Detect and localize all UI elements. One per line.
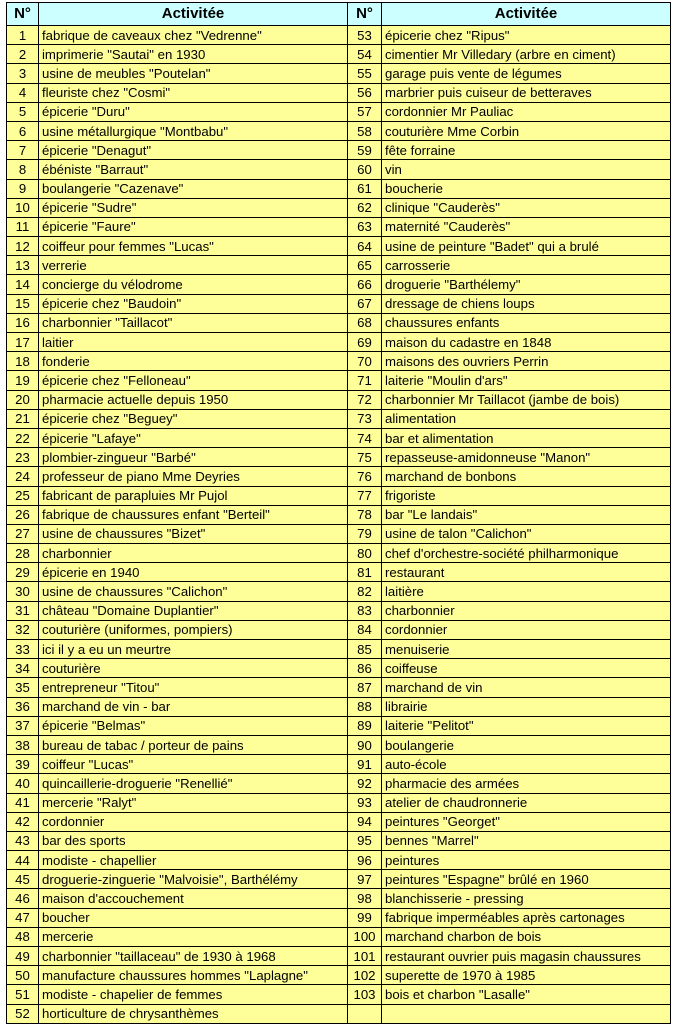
row-number-left[interactable]: 45 — [7, 870, 39, 889]
table-row — [7, 601, 671, 620]
row-number-right[interactable]: 61 — [348, 179, 382, 198]
table-row — [7, 927, 671, 946]
header-activity-right: Activitée — [382, 3, 671, 26]
table-row — [7, 26, 671, 45]
row-activity-right[interactable]: marbrier puis cuiseur de betteraves — [382, 83, 671, 102]
table-row — [7, 198, 671, 217]
row-activity-right[interactable]: bennes "Marrel" — [382, 831, 671, 850]
row-activity-right[interactable]: chef d'orchestre-société philharmonique — [382, 544, 671, 563]
row-number-right[interactable]: 83 — [348, 601, 382, 620]
table-row — [7, 294, 671, 313]
row-number-left[interactable]: 37 — [7, 716, 39, 735]
row-number-left[interactable]: 10 — [7, 198, 39, 217]
row-number-right[interactable]: 75 — [348, 448, 382, 467]
row-number-right[interactable]: 87 — [348, 678, 382, 697]
row-number-left[interactable]: 11 — [7, 217, 39, 236]
table-row — [7, 889, 671, 908]
row-activity-left[interactable]: épicerie "Denagut" — [39, 141, 348, 160]
row-number-right[interactable]: 80 — [348, 544, 382, 563]
row-number-left[interactable]: 7 — [7, 141, 39, 160]
row-activity-left[interactable]: couturière — [39, 659, 348, 678]
header-row — [7, 3, 671, 26]
row-activity-left[interactable]: usine de chaussures "Calichon" — [39, 582, 348, 601]
table-row — [7, 371, 671, 390]
table-row — [7, 582, 671, 601]
row-activity-right[interactable]: librairie — [382, 697, 671, 716]
row-number-left[interactable]: 3 — [7, 64, 39, 83]
row-number-left[interactable]: 40 — [7, 774, 39, 793]
row-activity-left[interactable]: pharmacie actuelle depuis 1950 — [39, 390, 348, 409]
row-number-left[interactable]: 29 — [7, 563, 39, 582]
table-row — [7, 83, 671, 102]
row-number-left[interactable]: 16 — [7, 313, 39, 332]
row-activity-left[interactable]: droguerie-zinguerie "Malvoisie", Barthélémy — [39, 870, 348, 889]
row-activity-right[interactable]: chaussures enfants — [382, 313, 671, 332]
row-number-right[interactable]: 71 — [348, 371, 382, 390]
row-number-right[interactable]: 85 — [348, 640, 382, 659]
table-row — [7, 428, 671, 447]
row-activity-left[interactable]: boulangerie "Cazenave" — [39, 179, 348, 198]
row-number-right[interactable]: 97 — [348, 870, 382, 889]
row-activity-left[interactable]: épicerie chez "Baudoin" — [39, 294, 348, 313]
row-number-left[interactable]: 35 — [7, 678, 39, 697]
row-activity-left[interactable]: boucher — [39, 908, 348, 927]
row-activity-left[interactable]: professeur de piano Mme Deyries — [39, 467, 348, 486]
row-activity-left[interactable]: fabrique de caveaux chez "Vedrenne" — [39, 26, 348, 45]
table-row — [7, 121, 671, 140]
row-activity-left[interactable]: cordonnier — [39, 812, 348, 831]
row-activity-left[interactable]: coiffeur "Lucas" — [39, 755, 348, 774]
row-activity-right[interactable]: bois et charbon "Lasalle" — [382, 985, 671, 1004]
table-body — [7, 26, 671, 1024]
row-number-left[interactable]: 5 — [7, 102, 39, 121]
table-row — [7, 141, 671, 160]
row-activity-left[interactable]: marchand de vin - bar — [39, 697, 348, 716]
row-activity-left[interactable]: couturière (uniformes, pompiers) — [39, 620, 348, 639]
row-number-left[interactable]: 21 — [7, 409, 39, 428]
row-activity-right[interactable]: cordonnier Mr Pauliac — [382, 102, 671, 121]
row-number-left[interactable]: 18 — [7, 352, 39, 371]
row-number-right[interactable]: 76 — [348, 467, 382, 486]
row-activity-left[interactable]: ébéniste "Barraut" — [39, 160, 348, 179]
row-activity-left[interactable]: épicerie en 1940 — [39, 563, 348, 582]
row-number-left[interactable]: 23 — [7, 448, 39, 467]
row-activity-right[interactable]: droguerie "Barthélemy" — [382, 275, 671, 294]
row-activity-right[interactable]: bar et alimentation — [382, 428, 671, 447]
row-activity-right[interactable]: usine de talon "Calichon" — [382, 524, 671, 543]
row-number-right[interactable]: 62 — [348, 198, 382, 217]
table-row — [7, 870, 671, 889]
row-activity-right[interactable]: laitière — [382, 582, 671, 601]
table-row — [7, 409, 671, 428]
table-row — [7, 102, 671, 121]
row-activity-left[interactable]: fabrique de chaussures enfant "Berteil" — [39, 505, 348, 524]
row-number-right[interactable]: 57 — [348, 102, 382, 121]
row-activity-right[interactable]: restaurant — [382, 563, 671, 582]
row-number-right[interactable]: 100 — [348, 927, 382, 946]
row-number-left[interactable]: 13 — [7, 256, 39, 275]
row-activity-left[interactable]: horticulture de chrysanthèmes — [39, 1004, 348, 1023]
row-number-left[interactable]: 47 — [7, 908, 39, 927]
row-activity-right[interactable] — [382, 1004, 671, 1023]
row-number-left[interactable]: 8 — [7, 160, 39, 179]
row-number-right[interactable]: 103 — [348, 985, 382, 1004]
row-activity-right[interactable]: fabrique imperméables après cartonages — [382, 908, 671, 927]
row-number-right[interactable]: 84 — [348, 620, 382, 639]
table-row — [7, 313, 671, 332]
row-activity-right[interactable]: superette de 1970 à 1985 — [382, 966, 671, 985]
row-activity-left[interactable]: fleuriste chez "Cosmi" — [39, 83, 348, 102]
row-number-left[interactable]: 31 — [7, 601, 39, 620]
row-activity-left[interactable]: mercerie — [39, 927, 348, 946]
table-row — [7, 160, 671, 179]
row-number-left[interactable]: 32 — [7, 620, 39, 639]
row-activity-right[interactable]: garage puis vente de légumes — [382, 64, 671, 83]
row-number-left[interactable]: 38 — [7, 735, 39, 754]
row-number-left[interactable]: 15 — [7, 294, 39, 313]
row-activity-right[interactable]: atelier de chaudronnerie — [382, 793, 671, 812]
row-activity-left[interactable]: épicerie "Belmas" — [39, 716, 348, 735]
row-activity-left[interactable]: charbonnier — [39, 544, 348, 563]
row-activity-left[interactable]: verrerie — [39, 256, 348, 275]
row-activity-left[interactable]: bureau de tabac / porteur de pains — [39, 735, 348, 754]
row-activity-right[interactable]: vin — [382, 160, 671, 179]
row-activity-right[interactable]: repasseuse-amidonneuse "Manon" — [382, 448, 671, 467]
table-row — [7, 524, 671, 543]
row-number-left[interactable]: 42 — [7, 812, 39, 831]
row-activity-right[interactable]: laiterie "Pelitot" — [382, 716, 671, 735]
row-activity-right[interactable]: dressage de chiens loups — [382, 294, 671, 313]
row-number-right[interactable]: 93 — [348, 793, 382, 812]
row-number-left[interactable]: 12 — [7, 237, 39, 256]
table-row — [7, 64, 671, 83]
row-number-left[interactable]: 9 — [7, 179, 39, 198]
table-row — [7, 831, 671, 850]
table-row — [7, 793, 671, 812]
row-number-left[interactable]: 52 — [7, 1004, 39, 1023]
row-activity-left[interactable]: entrepreneur "Titou" — [39, 678, 348, 697]
table-row — [7, 640, 671, 659]
table-row — [7, 352, 671, 371]
row-activity-right[interactable]: alimentation — [382, 409, 671, 428]
row-activity-right[interactable]: charbonnier — [382, 601, 671, 620]
row-number-right[interactable]: 96 — [348, 851, 382, 870]
table-row — [7, 45, 671, 64]
row-activity-right[interactable]: carrosserie — [382, 256, 671, 275]
row-number-left[interactable]: 43 — [7, 831, 39, 850]
row-number-left[interactable]: 51 — [7, 985, 39, 1004]
row-activity-right[interactable]: marchand charbon de bois — [382, 927, 671, 946]
table-row — [7, 390, 671, 409]
row-activity-right[interactable]: blanchisserie - pressing — [382, 889, 671, 908]
table-row — [7, 275, 671, 294]
row-number-right[interactable]: 53 — [348, 26, 382, 45]
table-row — [7, 659, 671, 678]
row-activity-left[interactable]: usine de chaussures "Bizet" — [39, 524, 348, 543]
table-row — [7, 774, 671, 793]
row-number-left[interactable]: 49 — [7, 947, 39, 966]
row-number-right[interactable]: 72 — [348, 390, 382, 409]
row-number-right[interactable]: 63 — [348, 217, 382, 236]
row-activity-left[interactable]: bar des sports — [39, 831, 348, 850]
table-row — [7, 237, 671, 256]
table-row — [7, 505, 671, 524]
row-activity-left[interactable]: concierge du vélodrome — [39, 275, 348, 294]
row-activity-right[interactable]: clinique "Cauderès" — [382, 198, 671, 217]
row-number-left[interactable]: 30 — [7, 582, 39, 601]
row-activity-right[interactable]: pharmacie des armées — [382, 774, 671, 793]
row-activity-right[interactable]: boucherie — [382, 179, 671, 198]
header-activity-left: Activitée — [39, 3, 348, 26]
row-number-right[interactable]: 70 — [348, 352, 382, 371]
row-activity-left[interactable]: château "Domaine Duplantier" — [39, 601, 348, 620]
table-row — [7, 256, 671, 275]
row-number-left[interactable]: 1 — [7, 26, 39, 45]
row-number-left[interactable]: 28 — [7, 544, 39, 563]
row-number-right[interactable]: 69 — [348, 333, 382, 352]
row-activity-right[interactable]: maisons des ouvriers Perrin — [382, 352, 671, 371]
row-activity-left[interactable]: laitier — [39, 333, 348, 352]
row-activity-right[interactable]: laiterie "Moulin d'ars" — [382, 371, 671, 390]
row-number-right[interactable]: 102 — [348, 966, 382, 985]
row-number-left[interactable]: 33 — [7, 640, 39, 659]
row-activity-right[interactable]: marchand de bonbons — [382, 467, 671, 486]
table-row — [7, 563, 671, 582]
table-row — [7, 735, 671, 754]
row-number-left[interactable]: 24 — [7, 467, 39, 486]
row-number-left[interactable]: 50 — [7, 966, 39, 985]
row-activity-left[interactable]: manufacture chaussures hommes "Laplagne" — [39, 966, 348, 985]
row-number-left[interactable]: 4 — [7, 83, 39, 102]
row-activity-left[interactable]: épicerie "Duru" — [39, 102, 348, 121]
row-number-right[interactable]: 74 — [348, 428, 382, 447]
row-number-right[interactable]: 91 — [348, 755, 382, 774]
row-activity-right[interactable]: fête forraine — [382, 141, 671, 160]
row-activity-right[interactable]: boulangerie — [382, 735, 671, 754]
header-num-right: N° — [348, 3, 382, 26]
row-number-right[interactable]: 77 — [348, 486, 382, 505]
row-activity-left[interactable]: fabricant de parapluies Mr Pujol — [39, 486, 348, 505]
table-row — [7, 544, 671, 563]
row-activity-right[interactable]: peintures — [382, 851, 671, 870]
row-activity-right[interactable]: auto-école — [382, 755, 671, 774]
row-activity-left[interactable]: maison d'accouchement — [39, 889, 348, 908]
row-number-right[interactable]: 82 — [348, 582, 382, 601]
row-number-right[interactable]: 78 — [348, 505, 382, 524]
table-row — [7, 486, 671, 505]
row-activity-right[interactable]: peintures "Espagne" brûlé en 1960 — [382, 870, 671, 889]
table-row — [7, 908, 671, 927]
row-activity-left[interactable]: charbonnier "Taillacot" — [39, 313, 348, 332]
row-number-left[interactable]: 20 — [7, 390, 39, 409]
table-row — [7, 716, 671, 735]
row-number-left[interactable]: 17 — [7, 333, 39, 352]
table-row — [7, 448, 671, 467]
row-number-right[interactable]: 68 — [348, 313, 382, 332]
row-activity-right[interactable]: bar "Le landais" — [382, 505, 671, 524]
row-number-left[interactable]: 2 — [7, 45, 39, 64]
row-number-left[interactable]: 27 — [7, 524, 39, 543]
row-number-right[interactable]: 95 — [348, 831, 382, 850]
row-number-right[interactable]: 98 — [348, 889, 382, 908]
row-number-left[interactable]: 46 — [7, 889, 39, 908]
row-number-left[interactable]: 25 — [7, 486, 39, 505]
row-number-right[interactable]: 92 — [348, 774, 382, 793]
row-number-right[interactable] — [348, 1004, 382, 1023]
row-activity-right[interactable]: charbonnier Mr Taillacot (jambe de bois) — [382, 390, 671, 409]
row-activity-left[interactable]: usine de meubles "Poutelan" — [39, 64, 348, 83]
row-number-right[interactable]: 67 — [348, 294, 382, 313]
table-row — [7, 1004, 671, 1023]
row-number-left[interactable]: 6 — [7, 121, 39, 140]
row-activity-left[interactable]: fonderie — [39, 352, 348, 371]
row-activity-left[interactable]: modiste - chapellier — [39, 851, 348, 870]
row-number-right[interactable]: 86 — [348, 659, 382, 678]
row-number-left[interactable]: 39 — [7, 755, 39, 774]
row-activity-left[interactable]: épicerie "Lafaye" — [39, 428, 348, 447]
table-row — [7, 947, 671, 966]
row-number-right[interactable]: 79 — [348, 524, 382, 543]
activities-table — [6, 2, 671, 1024]
row-number-left[interactable]: 14 — [7, 275, 39, 294]
row-number-right[interactable]: 59 — [348, 141, 382, 160]
row-number-left[interactable]: 34 — [7, 659, 39, 678]
row-activity-right[interactable]: menuiserie — [382, 640, 671, 659]
row-activity-left[interactable]: ici il y a eu un meurtre — [39, 640, 348, 659]
table-row — [7, 697, 671, 716]
header-num-left: N° — [7, 3, 39, 26]
row-activity-left[interactable]: modiste - chapelier de femmes — [39, 985, 348, 1004]
row-number-right[interactable]: 54 — [348, 45, 382, 64]
row-activity-right[interactable]: maison du cadastre en 1848 — [382, 333, 671, 352]
row-activity-left[interactable]: plombier-zingueur "Barbé" — [39, 448, 348, 467]
table-row — [7, 333, 671, 352]
table-row — [7, 620, 671, 639]
row-activity-left[interactable]: épicerie chez "Beguey" — [39, 409, 348, 428]
row-activity-right[interactable]: coiffeuse — [382, 659, 671, 678]
row-number-right[interactable]: 88 — [348, 697, 382, 716]
row-number-left[interactable]: 48 — [7, 927, 39, 946]
row-number-right[interactable]: 81 — [348, 563, 382, 582]
row-number-right[interactable]: 56 — [348, 83, 382, 102]
table-row — [7, 812, 671, 831]
row-activity-right[interactable]: épicerie chez "Ripus" — [382, 26, 671, 45]
table-row — [7, 217, 671, 236]
row-number-right[interactable]: 60 — [348, 160, 382, 179]
row-number-right[interactable]: 66 — [348, 275, 382, 294]
table-row — [7, 851, 671, 870]
row-number-right[interactable]: 90 — [348, 735, 382, 754]
row-number-right[interactable]: 101 — [348, 947, 382, 966]
table-row — [7, 179, 671, 198]
row-activity-left[interactable]: imprimerie "Sautai" en 1930 — [39, 45, 348, 64]
row-number-right[interactable]: 65 — [348, 256, 382, 275]
row-activity-right[interactable]: maternité "Cauderès" — [382, 217, 671, 236]
row-number-right[interactable]: 64 — [348, 237, 382, 256]
row-activity-left[interactable]: charbonnier "taillaceau" de 1930 à 1968 — [39, 947, 348, 966]
table-row — [7, 755, 671, 774]
row-number-left[interactable]: 26 — [7, 505, 39, 524]
row-number-right[interactable]: 89 — [348, 716, 382, 735]
table-row — [7, 985, 671, 1004]
table-row — [7, 966, 671, 985]
row-number-left[interactable]: 22 — [7, 428, 39, 447]
row-number-left[interactable]: 44 — [7, 851, 39, 870]
table-row — [7, 467, 671, 486]
row-activity-right[interactable]: peintures "Georget" — [382, 812, 671, 831]
row-number-left[interactable]: 41 — [7, 793, 39, 812]
row-activity-right[interactable]: couturière Mme Corbin — [382, 121, 671, 140]
row-activity-left[interactable]: mercerie "Ralyt" — [39, 793, 348, 812]
row-number-right[interactable]: 94 — [348, 812, 382, 831]
row-activity-left[interactable]: épicerie "Faure" — [39, 217, 348, 236]
row-activity-left[interactable]: épicerie "Sudre" — [39, 198, 348, 217]
row-number-left[interactable]: 19 — [7, 371, 39, 390]
row-number-right[interactable]: 73 — [348, 409, 382, 428]
row-activity-right[interactable]: cordonnier — [382, 620, 671, 639]
row-activity-right[interactable]: marchand de vin — [382, 678, 671, 697]
row-activity-left[interactable]: usine métallurgique "Montbabu" — [39, 121, 348, 140]
row-activity-right[interactable]: frigoriste — [382, 486, 671, 505]
row-activity-left[interactable]: coiffeur pour femmes "Lucas" — [39, 237, 348, 256]
row-activity-right[interactable]: usine de peinture "Badet" qui a brulé — [382, 237, 671, 256]
row-activity-left[interactable]: quincaillerie-droguerie "Renellié" — [39, 774, 348, 793]
row-activity-right[interactable]: cimentier Mr Villedary (arbre en ciment) — [382, 45, 671, 64]
row-activity-left[interactable]: épicerie chez "Felloneau" — [39, 371, 348, 390]
row-number-right[interactable]: 55 — [348, 64, 382, 83]
row-number-left[interactable]: 36 — [7, 697, 39, 716]
row-number-right[interactable]: 58 — [348, 121, 382, 140]
row-number-right[interactable]: 99 — [348, 908, 382, 927]
row-activity-right[interactable]: restaurant ouvrier puis magasin chaussures — [382, 947, 671, 966]
table-row — [7, 678, 671, 697]
